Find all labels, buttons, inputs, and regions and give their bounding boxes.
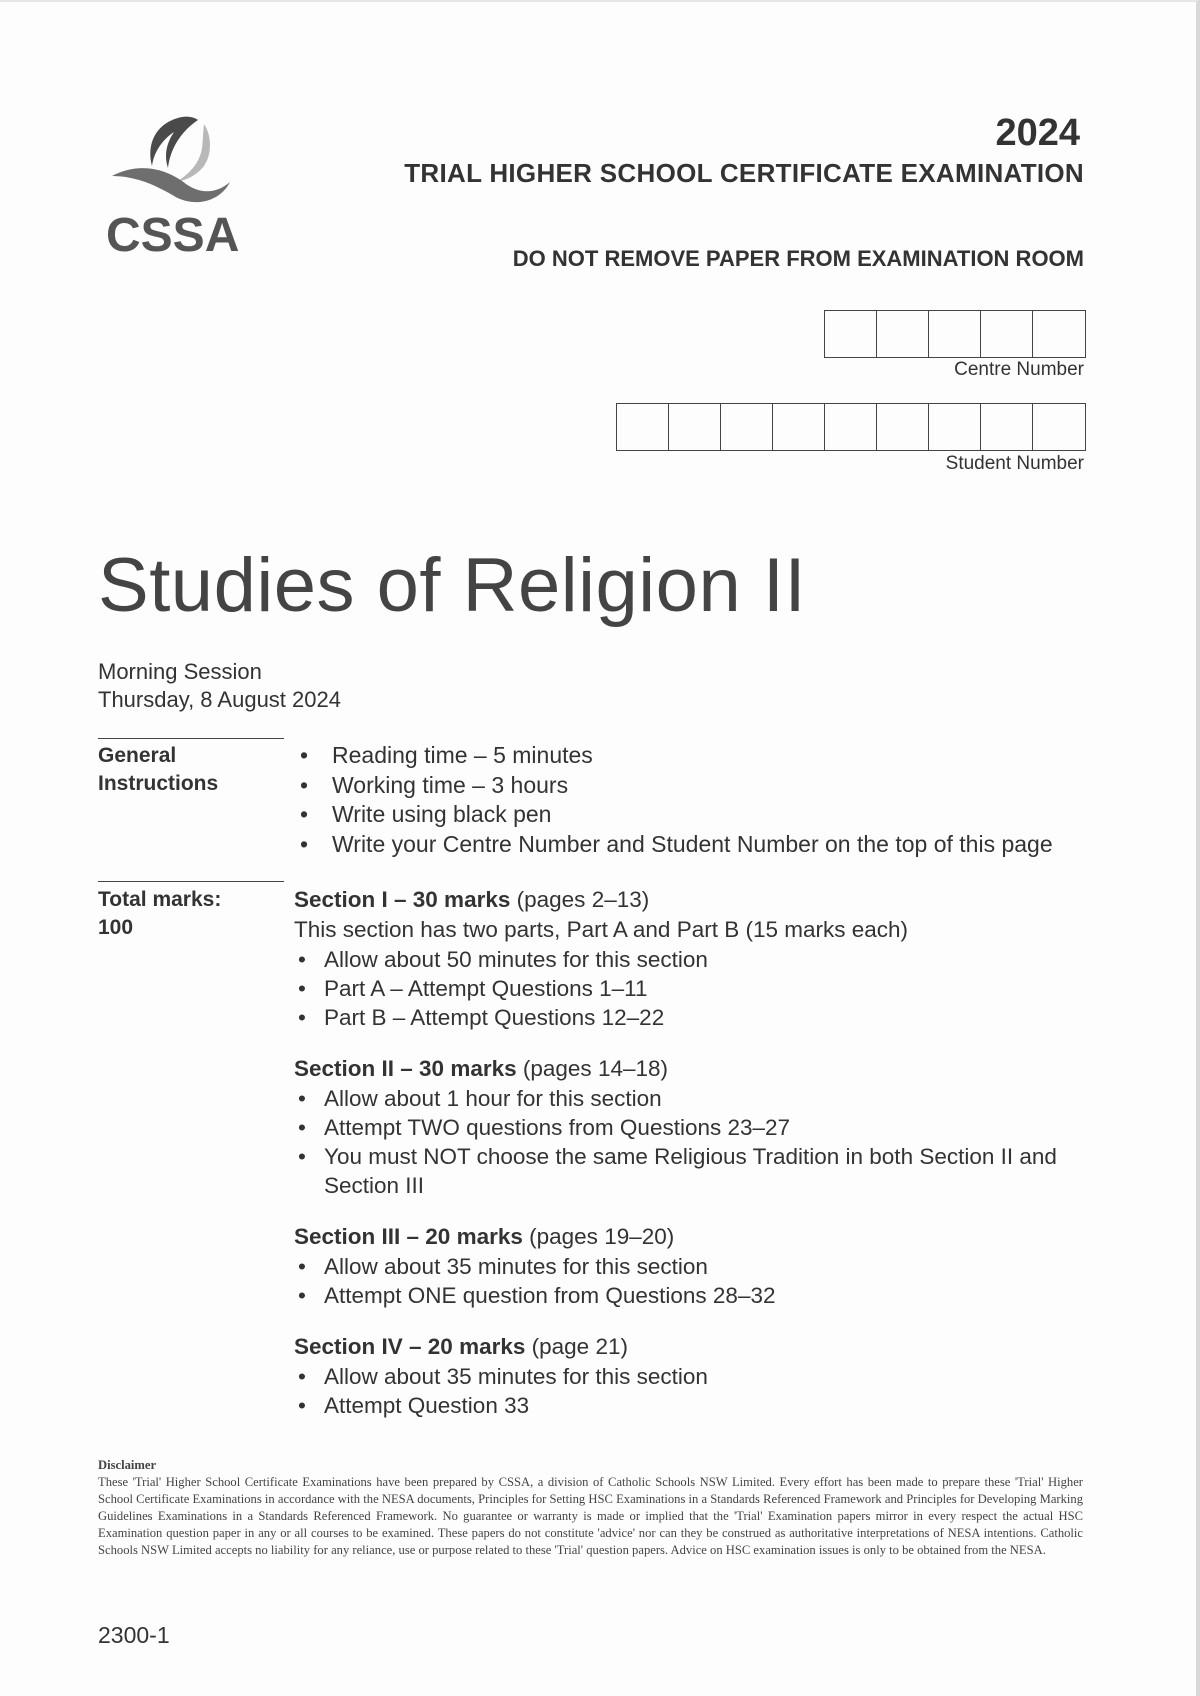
disclaimer [98,1457,1083,1559]
list-item: • Write using black pen [300,801,552,827]
section-pages: (page 21) [531,1334,628,1359]
cssa-logo-text: CSSA [106,209,240,262]
list-item: • Allow about 35 minutes for this section [298,1364,708,1389]
section-title: Section I – 30 marks [294,887,511,912]
list-item: • Working time – 3 hours [300,771,569,798]
sections-overview [294,885,1094,1442]
exam-title: TRIAL HIGHER SCHOOL CERTIFICATE EXAMINATION [404,158,1084,188]
disclaimer-heading: Disclaimer [98,1458,157,1472]
paper-code: 2300-1 [98,1622,170,1648]
student-digit-box[interactable] [773,404,825,450]
student-number-label: Student Number [945,453,1084,474]
divider [98,881,284,882]
student-digit-box[interactable] [929,404,981,450]
list-item: • Attempt TWO questions from Questions 23–27 [298,1115,791,1140]
disclaimer-text: These 'Trial' Higher School Certificate Examinations have been prepared by CSSA, a division of Catholic Schools NSW Limited. Every effort has been made to prepare these 'Trial' Higher School Certificate Examinations in accordance with the NESA documents, Principles for Setting HSC Examinations in a Standards Referenced Framework and Principles for Developing Marking Guidelines Examinations in a Standards Referenced Framework. No guarantee or warranty is made or implied that the 'Trial' Examination papers mirror in every respect the actual HSC Examination question paper in any or all courses to be examined. These papers do not constitute 'advice' nor can they be construed as authoritative interpretations of NESA intentions. Catholic Schools NSW Limited accepts no liability for any reliance, use or purpose related to these 'Trial' question papers. Advice on HSC examination issues is only to be obtained from the NESA. [98,1475,1083,1557]
student-digit-box[interactable] [981,404,1033,450]
general-instructions-label: General Instructions [98,744,219,795]
section-title: Section II – 30 marks [294,1056,517,1081]
section-block [294,1054,1094,1200]
list-item: • Allow about 1 hour for this section [298,1086,662,1111]
list-item: • Part B – Attempt Questions 12–22 [298,1005,665,1030]
student-digit-box[interactable] [617,404,669,450]
session-name: Morning Session [98,659,262,684]
section-pages: (pages 19–20) [529,1224,675,1249]
divider [98,738,284,739]
session-date: Thursday, 8 August 2024 [98,687,341,712]
exam-year: 2024 [995,112,1080,154]
general-instructions-list [300,742,1053,860]
total-marks-label: Total marks: 100 [98,886,221,942]
student-digit-box[interactable] [1033,404,1085,450]
list-item: • Reading time – 5 minutes [300,742,593,768]
total-marks-value: 100 [98,916,134,939]
section-pages: (pages 2–13) [516,887,650,912]
centre-digit-box[interactable] [877,311,929,357]
centre-digit-box[interactable] [1033,311,1085,357]
centre-digit-box[interactable] [981,311,1033,357]
section-block [294,1222,1094,1310]
list-item: • Attempt ONE question from Questions 28–32 [298,1283,776,1308]
cssa-swoosh-icon [108,110,238,210]
list-item: • You must NOT choose the same Religious Tradition in both Section II and Section III [298,1144,1057,1198]
student-digit-box[interactable] [669,404,721,450]
session-info [98,658,341,714]
section-pages: (pages 14–18) [522,1056,668,1081]
section-intro: This section has two parts, Part A and Part B (15 marks each) [294,917,909,942]
centre-digit-box[interactable] [825,311,877,357]
list-item: • Allow about 35 minutes for this section [298,1254,708,1279]
list-item: • Write your Centre Number and Student Number on the top of this page [300,830,1053,857]
list-item: • Part A – Attempt Questions 1–11 [298,976,648,1001]
centre-number-boxes[interactable] [824,310,1086,358]
subject-title: Studies of Religion II [98,543,807,628]
student-digit-box[interactable] [721,404,773,450]
student-number-boxes[interactable] [616,403,1086,451]
section-title: Section III – 20 marks [294,1224,523,1249]
student-digit-box[interactable] [877,404,929,450]
list-item: • Attempt Question 33 [298,1393,530,1418]
section-block [294,885,1094,1032]
student-digit-box[interactable] [825,404,877,450]
list-item: • Allow about 50 minutes for this section [298,947,708,972]
centre-digit-box[interactable] [929,311,981,357]
cssa-logo [100,110,250,260]
section-block [294,1332,1094,1420]
room-warning: DO NOT REMOVE PAPER FROM EXAMINATION ROOM [512,246,1084,271]
section-title: Section IV – 20 marks [294,1334,526,1359]
centre-number-label: Centre Number [954,359,1084,380]
